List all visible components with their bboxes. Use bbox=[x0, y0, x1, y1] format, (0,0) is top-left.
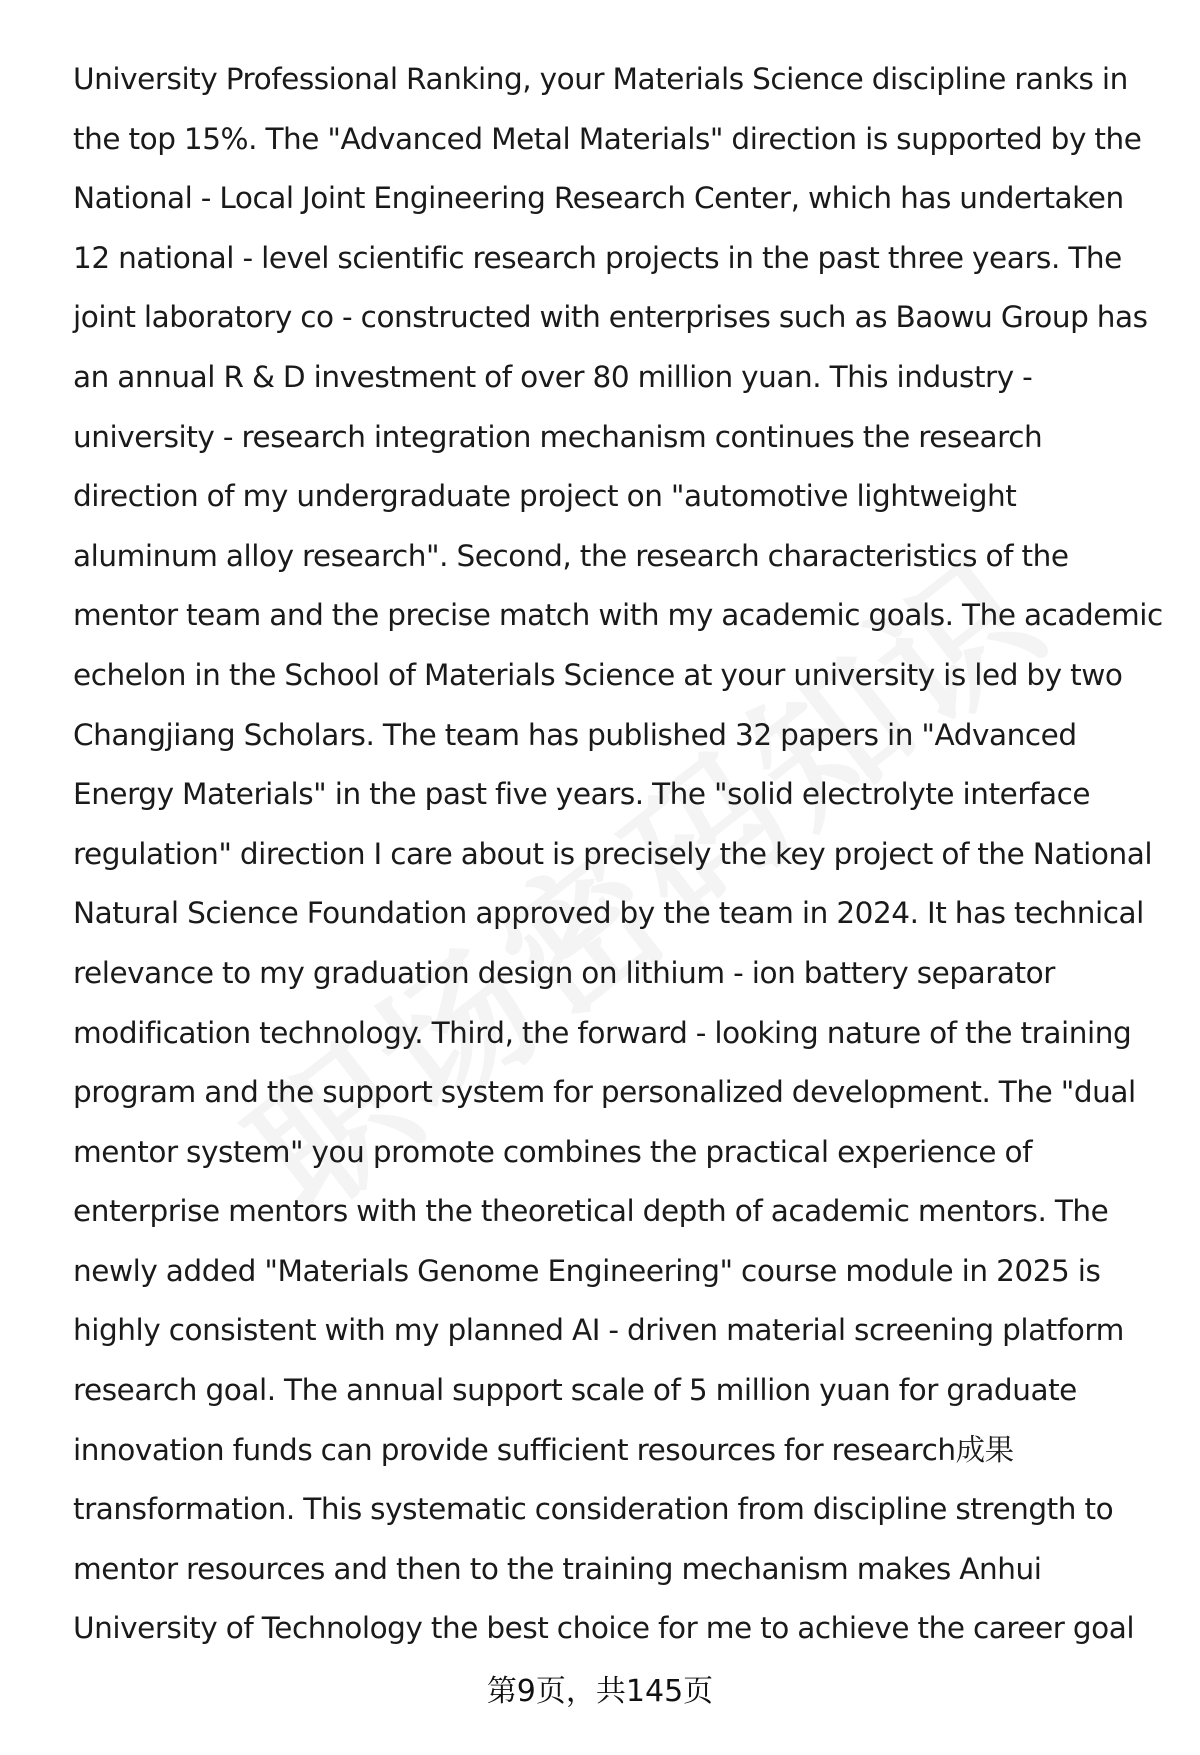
text-line: university - research integration mechanism continues the research bbox=[73, 419, 1043, 454]
text-line: University Professional Ranking, your Materials Science discipline ranks in bbox=[73, 62, 1128, 96]
text-line: 12 national - level scientific research projects in the past three years. The bbox=[73, 240, 1122, 275]
text-line: joint laboratory co - constructed with enterprises such as Baowu Group has bbox=[73, 300, 1148, 335]
text-line: mentor system" you promote combines the practical experience of bbox=[73, 1134, 1033, 1169]
text-line: program and the support system for personalized development. The "dual bbox=[73, 1075, 1136, 1110]
text-line: transformation. This systematic consideration from discipline strength to bbox=[73, 1492, 1114, 1527]
text-line: highly consistent with my planned AI - driven material screening platform bbox=[73, 1313, 1124, 1348]
text-line: innovation funds can provide sufficient resources for research成果 bbox=[73, 1432, 1014, 1467]
body-paragraph bbox=[73, 50, 1163, 1659]
text-line: mentor resources and then to the training mechanism makes Anhui bbox=[73, 1551, 1042, 1586]
text-line: echelon in the School of Materials Science at your university is led by two bbox=[73, 657, 1123, 692]
text-line: Natural Science Foundation approved by the team in 2024. It has technical bbox=[73, 896, 1144, 931]
text-line: enterprise mentors with the theoretical depth of academic mentors. The bbox=[73, 1194, 1109, 1229]
text-line: relevance to my graduation design on lithium - ion battery separator bbox=[73, 955, 1055, 990]
text-line: an annual R & D investment of over 80 million yuan. This industry - bbox=[73, 359, 1033, 394]
text-line: National - Local Joint Engineering Research Center, which has undertaken bbox=[73, 181, 1124, 216]
page-number-footer: 第9页，共145页 bbox=[486, 1674, 714, 1709]
text-line: research goal. The annual support scale of 5 million yuan for graduate bbox=[73, 1373, 1077, 1408]
text-line: Changjiang Scholars. The team has published 32 papers in "Advanced bbox=[73, 717, 1077, 752]
text-line: Energy Materials" in the past five years. The "solid electrolyte interface bbox=[73, 777, 1091, 812]
text-line: regulation" direction I care about is precisely the key project of the National bbox=[73, 836, 1153, 871]
text-line: mentor team and the precise match with my academic goals. The academic bbox=[73, 598, 1163, 633]
text-line: University of Technology the best choice for me to achieve the career goal bbox=[73, 1611, 1135, 1646]
text-line: newly added "Materials Genome Engineering" course module in 2025 is bbox=[73, 1253, 1101, 1288]
text-line: modification technology. Third, the forward - looking nature of the training bbox=[73, 1015, 1132, 1050]
text-line: the top 15%. The "Advanced Metal Materials" direction is supported by the bbox=[73, 121, 1142, 156]
text-line: direction of my undergraduate project on "automotive lightweight bbox=[73, 479, 1017, 514]
text-line: aluminum alloy research". Second, the research characteristics of the bbox=[73, 538, 1069, 573]
